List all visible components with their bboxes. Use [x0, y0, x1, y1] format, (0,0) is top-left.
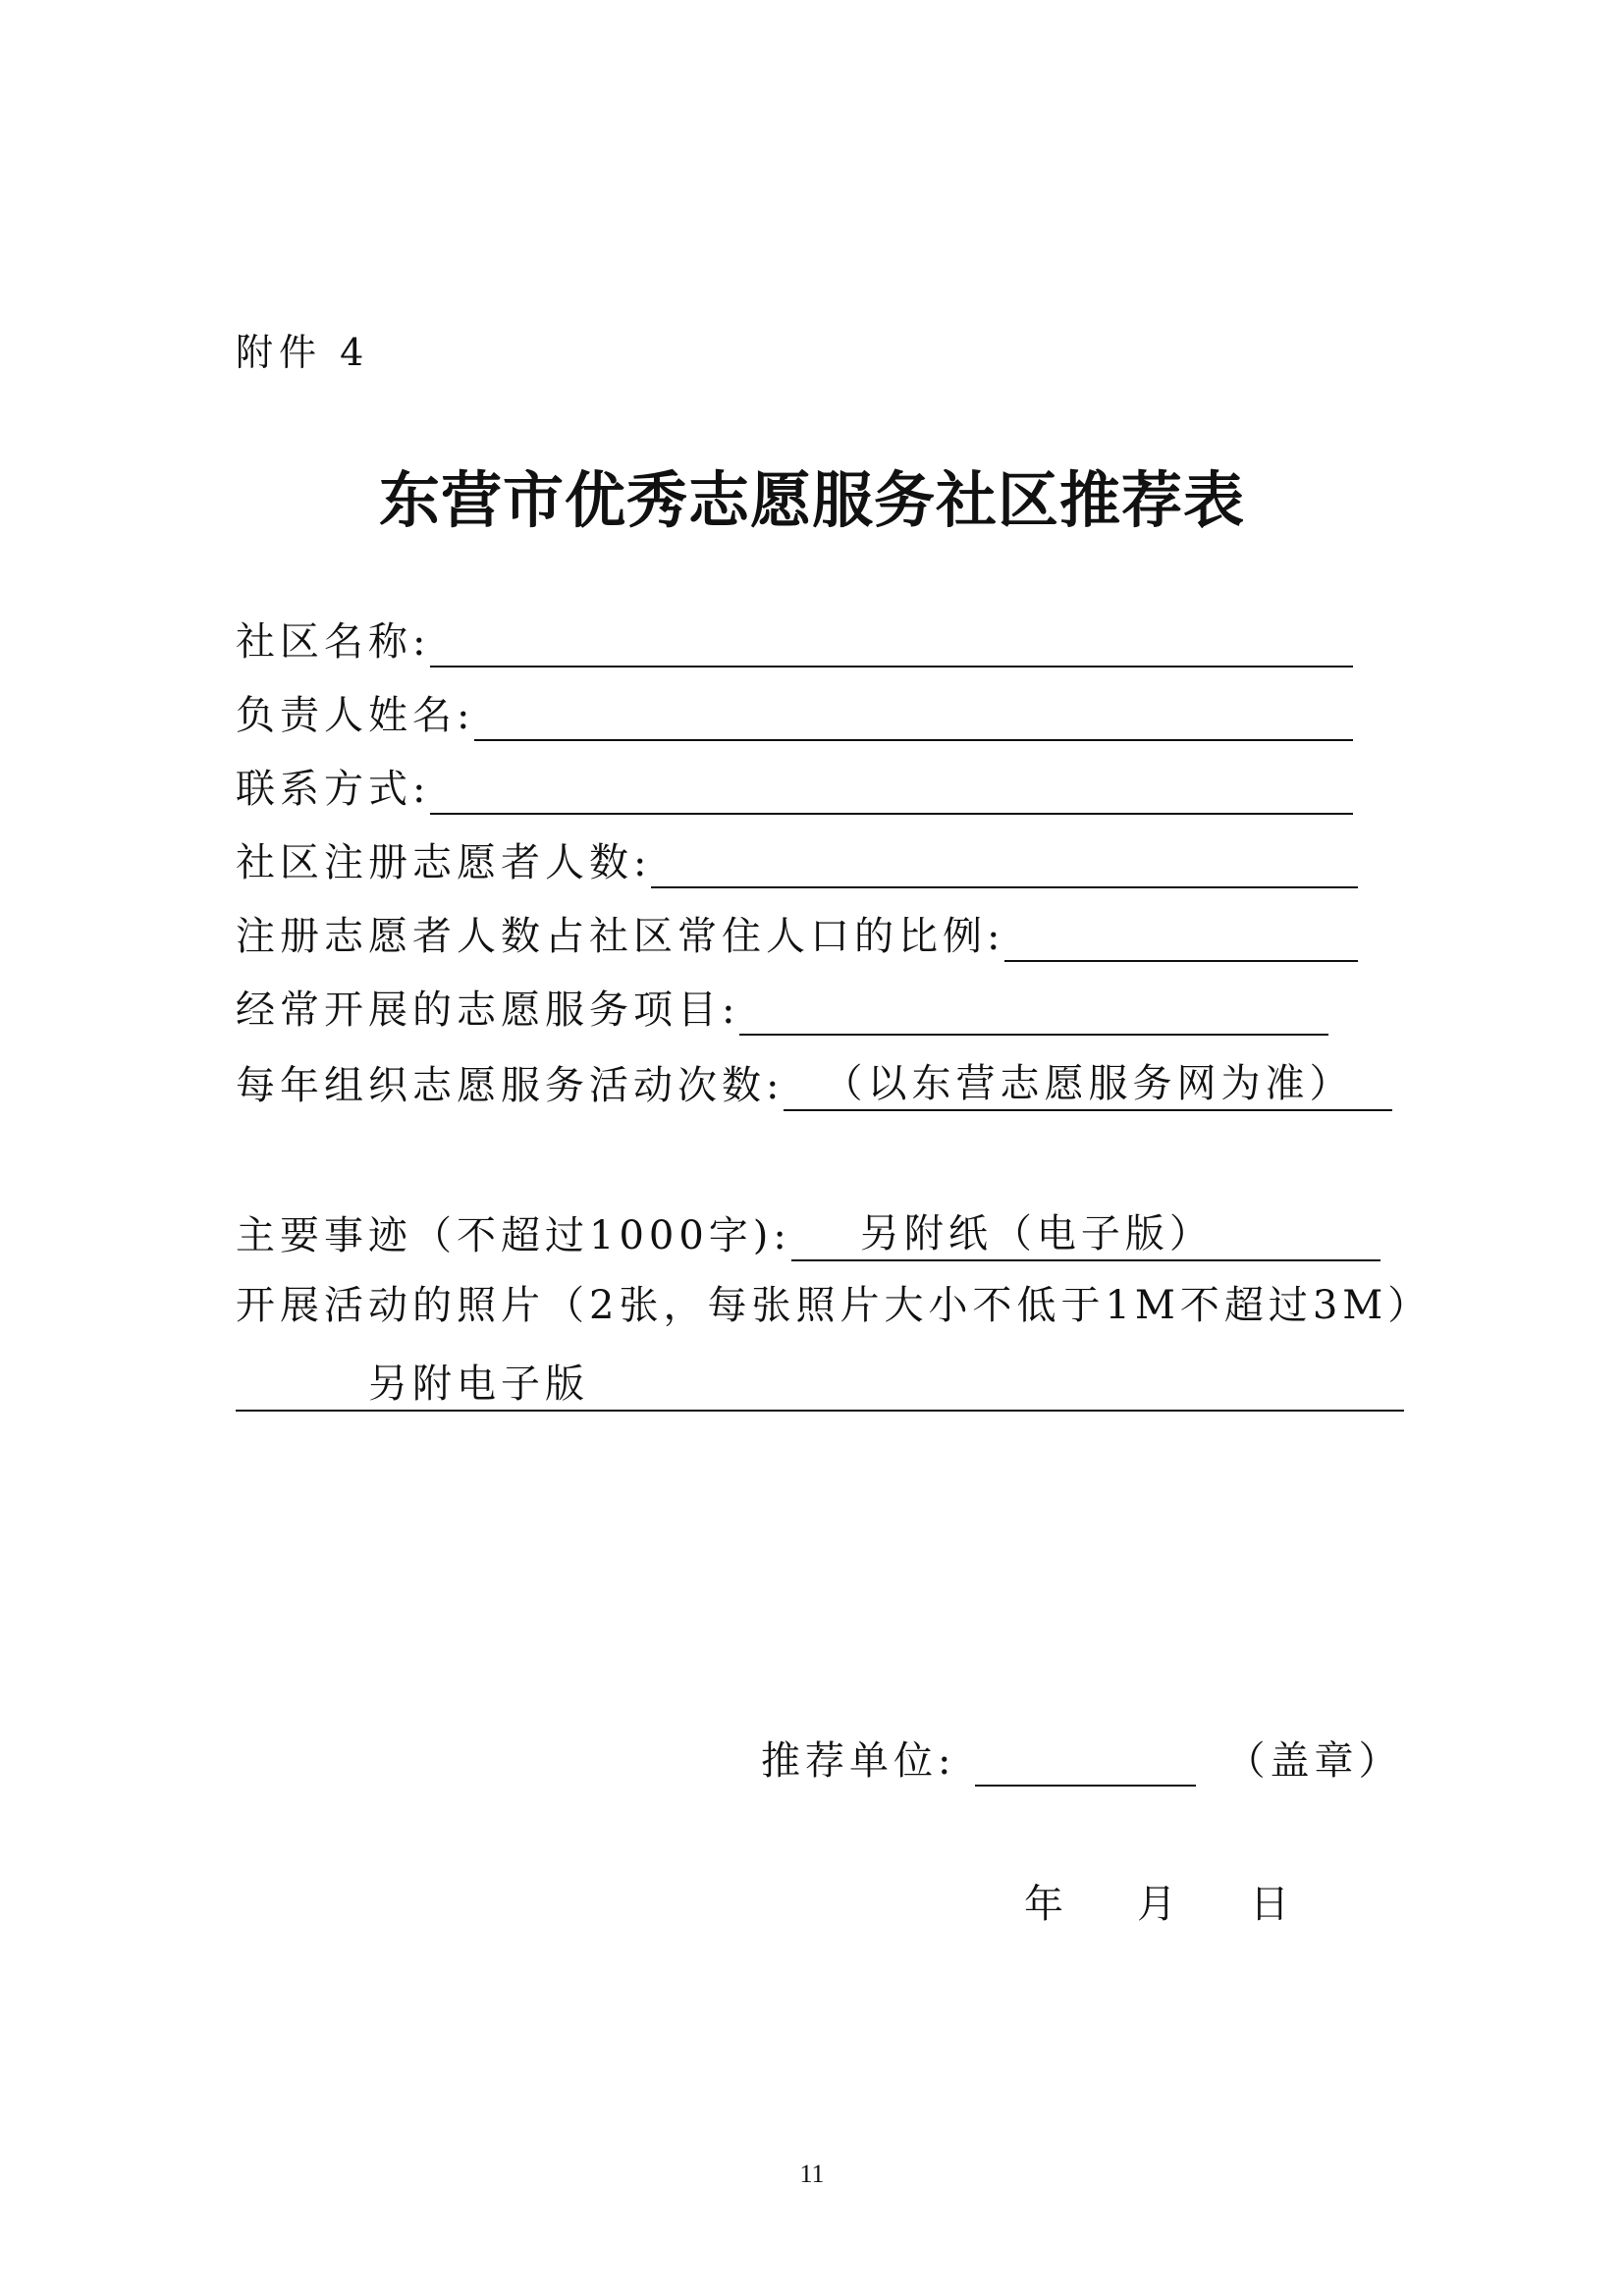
community-name-field[interactable] [430, 611, 1353, 667]
annual-activity-count-label: 每年组织志愿服务活动次数: [236, 1063, 785, 1108]
main-deeds-value: 另附纸（电子版） [859, 1211, 1214, 1256]
volunteer-ratio-field[interactable] [1004, 905, 1358, 962]
seal-note: （盖章） [1225, 1738, 1403, 1784]
annual-activity-count-field[interactable] [784, 1054, 1392, 1111]
contact-row [236, 756, 1353, 815]
activity-photos-value: 另附电子版 [368, 1362, 589, 1407]
community-name-row [236, 609, 1353, 667]
recommender-label: 推荐单位: [761, 1738, 956, 1784]
page-title: 东营市优秀志愿服务社区推荐表 [378, 464, 1245, 536]
registered-volunteers-label: 社区注册志愿者人数: [236, 840, 652, 885]
annual-activity-count-value: （以东营志愿服务网为准） [823, 1061, 1354, 1106]
regular-projects-row [236, 977, 1328, 1036]
leader-name-row [236, 682, 1353, 741]
volunteer-ratio-row [236, 903, 1358, 962]
recommender-row [761, 1728, 1402, 1787]
registered-volunteers-row [236, 829, 1358, 888]
volunteer-ratio-label: 注册志愿者人数占社区常住人口的比例: [236, 914, 1005, 959]
registered-volunteers-field[interactable] [651, 831, 1358, 888]
main-deeds-row [236, 1202, 1380, 1261]
leader-name-label: 负责人姓名: [236, 693, 475, 738]
date-month-label: 月 [1137, 1882, 1176, 1927]
community-name-label: 社区名称: [236, 619, 431, 665]
regular-projects-field[interactable] [739, 979, 1328, 1036]
date-year-label: 年 [1024, 1882, 1063, 1927]
activity-photos-field[interactable] [236, 1355, 1404, 1412]
main-deeds-label: 主要事迹（不超过1000字): [236, 1213, 791, 1258]
contact-label: 联系方式: [236, 767, 431, 812]
activity-photos-label: 开展活动的照片（2张，每张照片大小不低于1M不超过3M） [236, 1283, 1433, 1328]
leader-name-field[interactable] [474, 684, 1353, 741]
attachment-label: 附件 4 [236, 331, 370, 374]
main-deeds-field[interactable] [791, 1204, 1380, 1261]
page-number: 11 [799, 2160, 825, 2188]
recommender-field[interactable] [975, 1730, 1196, 1787]
regular-projects-label: 经常开展的志愿服务项目: [236, 988, 740, 1033]
date-day-label: 日 [1250, 1882, 1289, 1927]
annual-activity-count-row [236, 1052, 1392, 1111]
contact-field[interactable] [430, 758, 1353, 815]
